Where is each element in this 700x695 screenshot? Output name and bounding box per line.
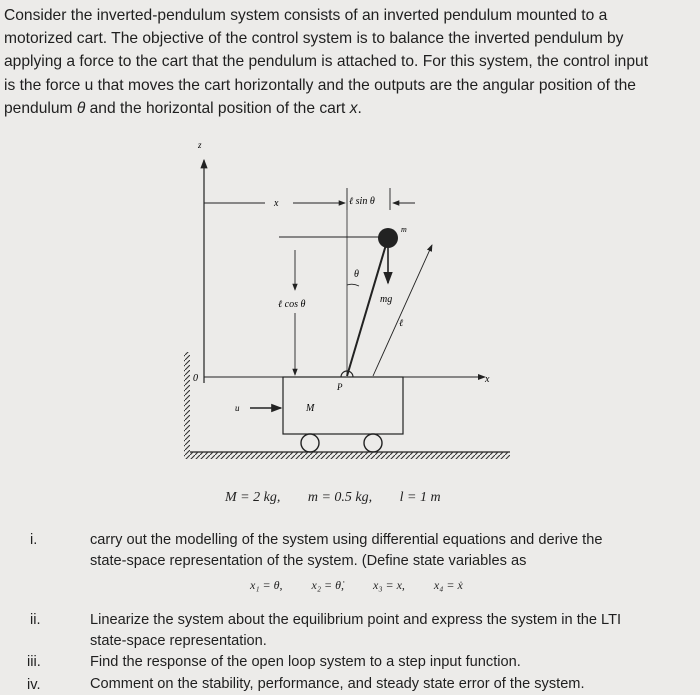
question-i: carry out the modelling of the system using differential equations and derive the state-space representation of the system. (Define state variables as — [90, 532, 603, 569]
state-variables — [250, 578, 489, 593]
ground-wall — [184, 352, 190, 459]
question-iii-number: iii. — [27, 654, 41, 670]
intro-line-5: pendulum θ and the horizontal position of the cart x. — [4, 99, 362, 117]
theta-symbol: θ — [76, 99, 86, 117]
lcos-label: ℓ cos θ — [278, 299, 306, 310]
question-iii: Find the response of the open loop system to a step input function. — [90, 654, 521, 670]
param-m: m = 0.5 kg, — [307, 490, 373, 505]
state-x2: x₂ = θ̇, — [311, 578, 344, 592]
question-i-number: i. — [30, 532, 38, 548]
pendulum-diagram — [175, 130, 520, 475]
intro-line-3: applying a force to the cart that the pendulum is attached to. For this system, the control input — [4, 53, 649, 71]
ground-hatch — [190, 452, 510, 459]
question-ii: Linearize the system about the equilibrium point and express the system in the LTI state-space representation. — [90, 612, 622, 649]
lsin-label: ℓ sin θ — [349, 196, 375, 207]
state-x1: x₁ = θ, — [250, 578, 283, 592]
param-l: l = 1 m — [399, 490, 441, 505]
pendulum-mass — [378, 228, 398, 248]
force-label: u — [235, 403, 240, 413]
param-M: M = 2 kg, — [225, 490, 281, 505]
problem-statement — [4, 4, 700, 120]
x-dimension-label: x — [274, 198, 279, 209]
intro-line-4: is the force u that moves the cart horizontally and the outputs are the angular position of the — [4, 76, 636, 94]
wheel-right — [364, 434, 382, 452]
state-x4: x₄ = ẋ — [433, 578, 463, 592]
origin-label: 0 — [193, 373, 198, 384]
theta-label: θ — [354, 269, 359, 280]
intro-line-1: Consider the inverted-pendulum system consists of an inverted pendulum mounted to a — [4, 7, 608, 24]
question-iv: Comment on the stability, performance, and steady state error of the system. — [90, 676, 585, 692]
question-ii-number: ii. — [30, 612, 41, 628]
wheel-left — [301, 434, 319, 452]
length-dimension — [373, 245, 432, 376]
x-symbol: x — [349, 99, 358, 117]
cart — [283, 377, 403, 434]
question-iv-number: iv. — [27, 677, 41, 693]
cart-label: M — [306, 403, 315, 414]
parameters — [225, 490, 465, 506]
intro-line-2: motorized cart. The objective of the control system is to balance the inverted pendulum by — [4, 30, 624, 48]
z-axis-label: z — [198, 140, 202, 150]
length-label: ℓ — [399, 318, 404, 329]
state-x3: x₃ = x, — [373, 578, 405, 592]
x-axis-label: x — [485, 374, 490, 385]
mass-label: m — [401, 225, 407, 234]
theta-arc — [347, 284, 359, 286]
mg-label: mg — [380, 294, 393, 305]
pivot-label: P — [337, 382, 343, 392]
